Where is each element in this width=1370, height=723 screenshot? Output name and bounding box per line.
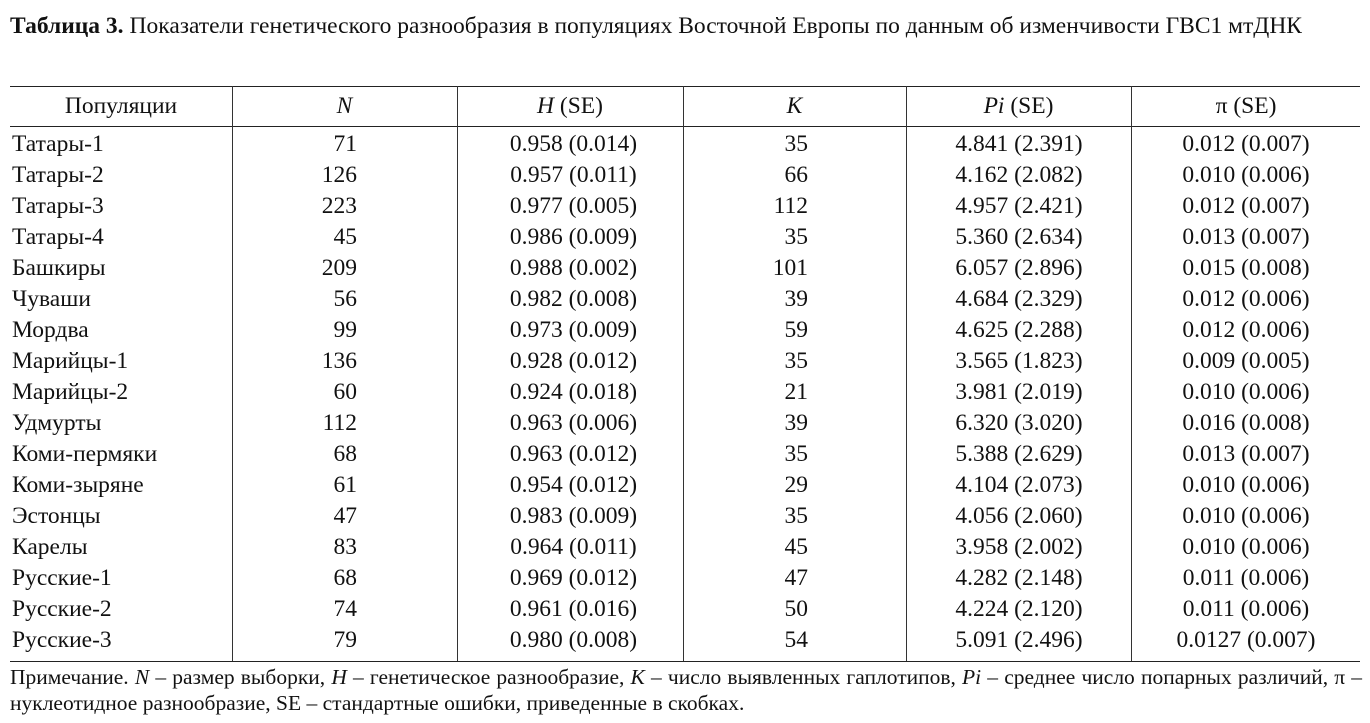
cell-pi: 4.056 (2.060) (955, 503, 1083, 529)
table-row (0, 408, 1370, 439)
cell-population: Удмурты (12, 410, 102, 436)
cell-k: 101 (772, 255, 808, 281)
note-h-text: – генетическое разнообразие, (346, 665, 631, 689)
cell-pi: 4.957 (2.421) (955, 193, 1083, 219)
cell-nucleotide: 0.013 (0.007) (1182, 224, 1310, 250)
note-n-var: N (134, 665, 150, 689)
cell-pi: 4.841 (2.391) (955, 131, 1083, 157)
cell-k: 39 (784, 286, 808, 312)
cell-nucleotide: 0.011 (0.006) (1182, 596, 1310, 622)
header-nucleotide: π (SE) (1215, 93, 1277, 119)
cell-k: 66 (784, 162, 808, 188)
cell-k: 35 (784, 503, 808, 529)
cell-population: Русские-2 (12, 596, 112, 622)
cell-pi: 4.104 (2.073) (955, 472, 1083, 498)
cell-n: 71 (333, 131, 357, 157)
cell-pi: 3.981 (2.019) (955, 379, 1083, 405)
header-n-var: N (336, 93, 353, 119)
cell-h: 0.958 (0.014) (509, 131, 638, 157)
cell-n: 60 (333, 379, 357, 405)
cell-population: Русские-1 (12, 565, 112, 591)
cell-population: Русские-3 (12, 627, 112, 653)
cell-h: 0.963 (0.006) (509, 410, 638, 436)
cell-nucleotide: 0.009 (0.005) (1182, 348, 1310, 374)
table-note (10, 664, 1362, 716)
note-h-var: H (331, 665, 347, 689)
cell-k: 45 (784, 534, 808, 560)
cell-k: 29 (784, 472, 808, 498)
cell-nucleotide: 0.016 (0.008) (1182, 410, 1310, 436)
cell-h: 0.988 (0.002) (509, 255, 638, 281)
cell-n: 47 (333, 503, 357, 529)
table-row (0, 191, 1370, 222)
cell-population: Эстонцы (12, 503, 101, 529)
cell-k: 21 (784, 379, 808, 405)
cell-nucleotide: 0.012 (0.006) (1182, 286, 1310, 312)
cell-nucleotide: 0.010 (0.006) (1182, 534, 1310, 560)
cell-nucleotide: 0.013 (0.007) (1182, 441, 1310, 467)
cell-h: 0.924 (0.018) (509, 379, 638, 405)
table-bottom-rule (10, 661, 1360, 662)
header-h-var: H (537, 93, 555, 119)
cell-k: 59 (784, 317, 808, 343)
cell-pi: 6.320 (3.020) (955, 410, 1083, 436)
cell-nucleotide: 0.012 (0.006) (1182, 317, 1310, 343)
cell-pi: 3.565 (1.823) (955, 348, 1083, 374)
cell-n: 74 (333, 596, 357, 622)
cell-n: 68 (333, 441, 357, 467)
cell-h: 0.964 (0.011) (510, 534, 637, 560)
cell-h: 0.961 (0.016) (509, 596, 638, 622)
cell-n: 99 (333, 317, 357, 343)
cell-h: 0.986 (0.009) (509, 224, 638, 250)
table-row (0, 253, 1370, 284)
cell-h: 0.982 (0.008) (509, 286, 638, 312)
cell-nucleotide: 0.010 (0.006) (1182, 162, 1310, 188)
note-n-text: – размер выборки, (149, 665, 332, 689)
table-row (0, 470, 1370, 501)
cell-h: 0.983 (0.009) (509, 503, 638, 529)
cell-n: 126 (321, 162, 357, 188)
cell-n: 112 (322, 410, 357, 436)
cell-k: 35 (784, 441, 808, 467)
cell-n: 223 (321, 193, 357, 219)
note-pi-text: – среднее число попарных различий, π – нуклеотидное разнообразие, SE – стандартные ошибки, приведенные в скобках. (10, 665, 1362, 715)
cell-nucleotide: 0.012 (0.007) (1182, 131, 1310, 157)
table-row (0, 129, 1370, 160)
cell-pi: 4.162 (2.082) (955, 162, 1083, 188)
header-population: Популяции (64, 93, 178, 119)
cell-population: Татары-2 (12, 162, 104, 188)
cell-n: 136 (321, 348, 357, 374)
cell-h: 0.973 (0.009) (509, 317, 638, 343)
header-k-var: K (786, 93, 803, 119)
cell-pi: 4.224 (2.120) (955, 596, 1083, 622)
table-row (0, 222, 1370, 253)
cell-nucleotide: 0.010 (0.006) (1182, 503, 1310, 529)
cell-population: Мордва (12, 317, 89, 343)
cell-population: Марийцы-2 (12, 379, 129, 405)
table-row (0, 439, 1370, 470)
cell-pi: 3.958 (2.002) (955, 534, 1083, 560)
cell-h: 0.954 (0.012) (509, 472, 638, 498)
cell-pi: 5.091 (2.496) (955, 627, 1083, 653)
header-rule (10, 126, 1360, 127)
cell-population: Чуваши (12, 286, 91, 312)
table-row (0, 532, 1370, 563)
cell-k: 35 (784, 131, 808, 157)
cell-pi: 4.684 (2.329) (955, 286, 1083, 312)
table-row (0, 625, 1370, 656)
table-row (0, 160, 1370, 191)
header-n (232, 91, 457, 121)
note-k-var: K (630, 665, 645, 689)
cell-n: 61 (333, 472, 357, 498)
cell-population: Татары-4 (12, 224, 104, 250)
cell-k: 54 (784, 627, 808, 653)
header-pi (906, 91, 1131, 121)
caption-text: Показатели генетического разнообразия в популяциях Восточной Европы по данным об изменчивости ГВС1 мтДНК (129, 13, 1302, 39)
note-k-text: – число выявленных гаплотипов, (644, 665, 963, 689)
cell-pi: 5.360 (2.634) (955, 224, 1083, 250)
table-row (0, 315, 1370, 346)
cell-h: 0.969 (0.012) (509, 565, 638, 591)
table-row (0, 377, 1370, 408)
cell-n: 209 (321, 255, 357, 281)
cell-h: 0.928 (0.012) (509, 348, 638, 374)
cell-h: 0.957 (0.011) (510, 162, 637, 188)
table-top-rule (10, 86, 1360, 87)
cell-population: Коми-пермяки (12, 441, 158, 467)
cell-nucleotide: 0.0127 (0.007) (1176, 627, 1316, 653)
cell-h: 0.977 (0.005) (509, 193, 638, 219)
cell-pi: 6.057 (2.896) (955, 255, 1083, 281)
table-row (0, 594, 1370, 625)
cell-k: 112 (773, 193, 808, 219)
table-caption (10, 13, 1362, 40)
cell-nucleotide: 0.015 (0.008) (1182, 255, 1310, 281)
cell-h: 0.980 (0.008) (509, 627, 638, 653)
cell-population: Марийцы-1 (12, 348, 129, 374)
cell-n: 68 (333, 565, 357, 591)
cell-n: 79 (333, 627, 357, 653)
cell-population: Башкиры (12, 255, 106, 281)
cell-nucleotide: 0.010 (0.006) (1182, 472, 1310, 498)
cell-population: Татары-3 (12, 193, 104, 219)
note-prefix: Примечание. (10, 665, 135, 689)
note-pi-var: Pi (962, 665, 982, 689)
cell-nucleotide: 0.010 (0.006) (1182, 379, 1310, 405)
cell-k: 39 (784, 410, 808, 436)
header-k (683, 91, 906, 121)
cell-k: 47 (784, 565, 808, 591)
cell-n: 83 (333, 534, 357, 560)
cell-nucleotide: 0.012 (0.007) (1182, 193, 1310, 219)
header-pi-se: (SE) (1004, 93, 1054, 119)
table-row (0, 284, 1370, 315)
table-row (0, 501, 1370, 532)
header-h (457, 91, 683, 121)
header-h-se: (SE) (554, 93, 603, 119)
cell-population: Коми-зыряне (12, 472, 144, 498)
cell-n: 56 (333, 286, 357, 312)
cell-nucleotide: 0.011 (0.006) (1182, 565, 1310, 591)
cell-k: 35 (784, 224, 808, 250)
cell-pi: 4.282 (2.148) (955, 565, 1083, 591)
cell-pi: 5.388 (2.629) (955, 441, 1083, 467)
table-row (0, 346, 1370, 377)
cell-n: 45 (333, 224, 357, 250)
table-row (0, 563, 1370, 594)
header-pi-var: Pi (983, 93, 1005, 119)
cell-population: Татары-1 (12, 131, 104, 157)
caption-label: Таблица 3. (10, 13, 124, 39)
cell-population: Карелы (12, 534, 88, 560)
cell-pi: 4.625 (2.288) (955, 317, 1083, 343)
cell-k: 50 (784, 596, 808, 622)
cell-h: 0.963 (0.012) (509, 441, 638, 467)
cell-k: 35 (784, 348, 808, 374)
